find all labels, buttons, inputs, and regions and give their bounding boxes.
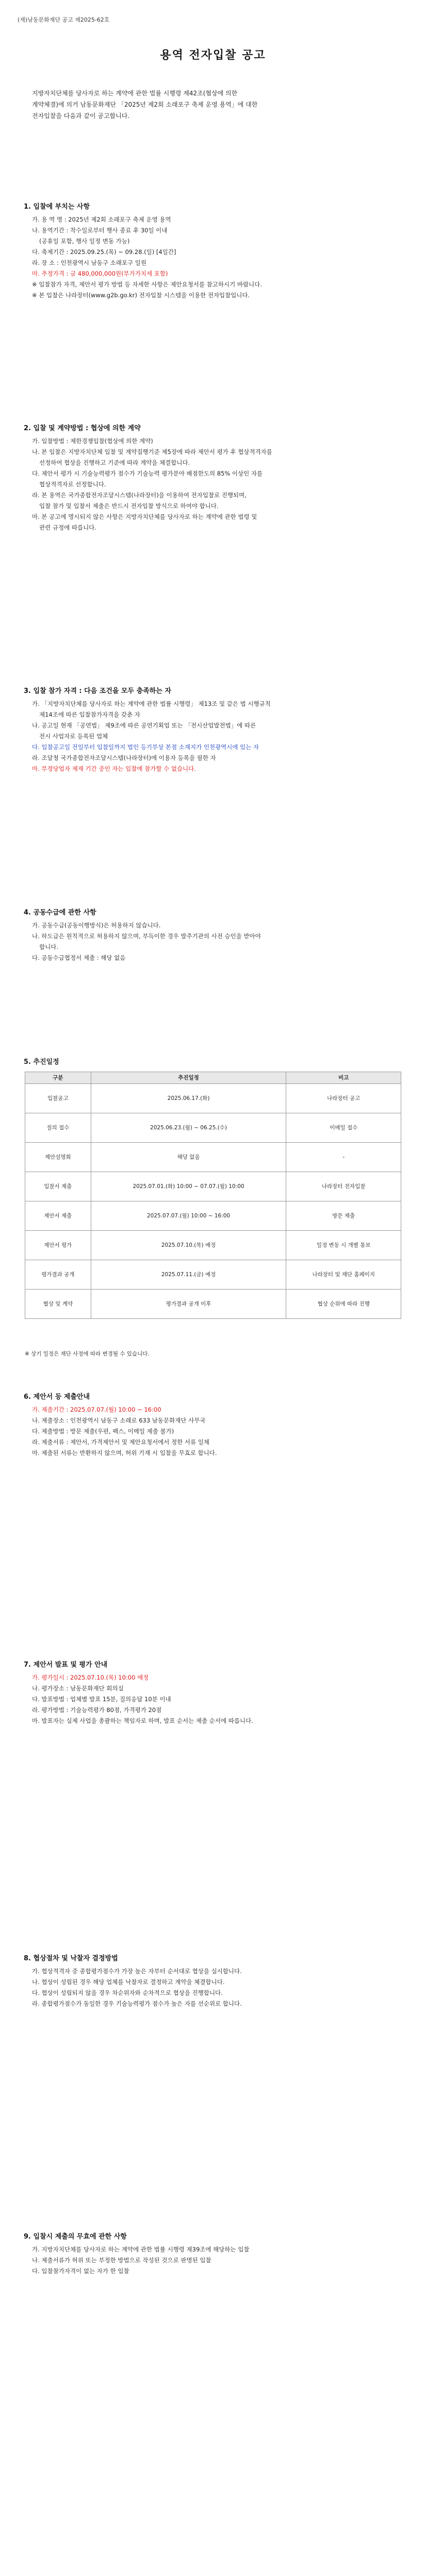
section-line: 가. 지방자치단체를 당사자로 하는 계약에 관한 법률 시행령 제39조에 해당하는 입찰 <box>32 2246 250 2253</box>
section-line: 다. 협상이 성립되지 않을 경우 차순위자와 순차적으로 협상을 진행합니다. <box>32 1989 223 1996</box>
section-line: (공휴일 포함, 행사 일정 변동 가능) <box>39 238 130 245</box>
section-line: ※ 본 입찰은 나라장터(www.g2b.go.kr) 전자입찰 시스템을 이용한 전자입찰입니다. <box>32 292 250 299</box>
table-cell: 입찰공고 <box>25 1084 91 1113</box>
table-cell: 2025.06.17.(화) <box>91 1084 286 1113</box>
notice-section <box>24 1391 405 1459</box>
section-line: 나. 제출장소 : 인천광역시 남동구 소래로 633 남동문화재단 사무국 <box>32 1417 206 1424</box>
table-cell: 평가결과 공개 <box>25 1260 91 1290</box>
section-line: ※ 입찰참가 자격, 제안서 평가 방법 등 자세한 사항은 제안요청서를 참고하시기 바랍니다. <box>32 281 262 288</box>
table-cell: 2025.07.07.(월) 10:00 ~ 16:00 <box>91 1201 286 1231</box>
table-cell: 나라장터 전자입찰 <box>286 1172 401 1201</box>
section-title: 2. 입찰 및 계약방법 : 협상에 의한 계약 <box>24 425 141 432</box>
table-cell: 질의 접수 <box>25 1113 91 1143</box>
section-line: 가. 협상적격자 중 종합평가점수가 가장 높은 자부터 순서대로 협상을 실시합니다. <box>32 1968 242 1975</box>
schedule-header-cell: 비고 <box>286 1072 401 1084</box>
section-line: 합니다. <box>39 943 58 951</box>
section-line: 라. 제출서류 : 제안서, 가격제안서 및 제안요청서에서 정한 서류 일체 <box>32 1438 210 1446</box>
section-line: 마. 발표자는 실제 사업을 총괄하는 책임자로 하며, 발표 순서는 제출 순서에 따릅니다. <box>32 1717 253 1724</box>
schedule-table <box>25 1072 401 1319</box>
section-line: 마. 제출된 서류는 반환하지 않으며, 허위 기재 시 입찰을 무효로 합니다. <box>32 1449 217 1456</box>
section-line: 전시 사업자로 등록된 업체 <box>39 733 108 740</box>
table-cell: 제안서 평가 <box>25 1231 91 1260</box>
section-line: 협상적격자로 선정합니다. <box>39 481 106 488</box>
table-row <box>25 1084 401 1113</box>
section-line: 라. 종합평가점수가 동일한 경우 기술능력평가 점수가 높은 자를 선순위로 합니다. <box>32 2000 242 2007</box>
section-line: 다. 발표방법 : 업체별 발표 15분, 질의응답 10분 이내 <box>32 1696 171 1703</box>
section-line: 나. 하도급은 원칙적으로 허용하지 않으며, 부득이한 경우 발주기관의 사전 승인을 받아야 <box>32 933 261 940</box>
notice-section <box>24 2231 405 2277</box>
section-line: 라. 본 용역은 국가종합전자조달시스템(나라장터)을 이용하여 전자입찰로 진행되며, <box>32 492 247 499</box>
section-line: 마. 추정가격 : 금 480,000,000원(부가가치세 포함) <box>32 270 168 277</box>
intro-line: 지방자치단체를 당사자로 하는 계약에 관한 법률 시행령 제42조(협상에 의한 <box>32 90 238 97</box>
notice-section <box>24 907 405 964</box>
schedule-header-cell: 추진일정 <box>91 1072 286 1084</box>
section-title: 3. 입찰 참가 자격 : 다음 조건을 모두 충족하는 자 <box>24 687 171 695</box>
section-line: 라. 장 소 : 인천광역시 남동구 소래포구 일원 <box>32 259 146 266</box>
schedule-header-cell: 구분 <box>25 1072 91 1084</box>
table-cell: 방문 제출 <box>286 1201 401 1231</box>
document-id: (재)남동문화재단 공고 제2025-62호 <box>18 16 110 23</box>
table-row <box>25 1172 401 1201</box>
table-cell: 제안설명회 <box>25 1143 91 1172</box>
table-row <box>25 1113 401 1143</box>
section-title: 6. 제안서 등 제출안내 <box>24 1393 90 1401</box>
section-title: 8. 협상절차 및 낙찰자 결정방법 <box>24 1955 118 1962</box>
section-line: 가. 「지방자치단체를 당사자로 하는 계약에 관한 법률 시행령」 제13조 및 같은 법 시행규칙 <box>32 700 271 707</box>
table-row <box>25 1201 401 1231</box>
table-cell: 해당 없음 <box>91 1143 286 1172</box>
section-title: 9. 입찰시 제출의 무효에 관한 사항 <box>24 2233 127 2241</box>
table-row <box>25 1260 401 1290</box>
table-cell: 2025.07.11.(금) 예정 <box>91 1260 286 1290</box>
schedule-title: 5. 추진일정 <box>24 1058 59 1066</box>
section-line: 다. 제안서 평가 시 기술능력평가 점수가 기술능력 평가분야 배점한도의 85% 이상인 자를 <box>32 470 263 477</box>
table-cell: 2025.06.23.(월) ~ 06.25.(수) <box>91 1113 286 1143</box>
table-cell: 이메일 접수 <box>286 1113 401 1143</box>
section-line: 다. 축제기간 : 2025.09.25.(목) ~ 09.28.(일) [4일간] <box>32 248 176 256</box>
schedule-body <box>25 1084 401 1319</box>
table-cell: 2025.07.01.(화) 10:00 ~ 07.07.(월) 10:00 <box>91 1172 286 1201</box>
section-line: 제14조에 따른 입찰참가자격을 갖춘 자 <box>39 711 140 718</box>
section-line: 나. 공고일 현재 「공연법」 제9조에 따른 공연기획업 또는 「전시산업발전법」에 따른 <box>32 722 256 729</box>
section-title: 1. 입찰에 부치는 사항 <box>24 203 90 211</box>
section-line: 마. 부정당업자 제재 기간 중인 자는 입찰에 참가할 수 없습니다. <box>32 765 196 772</box>
table-cell: 나라장터 공고 <box>286 1084 401 1113</box>
table-cell: 제안서 제출 <box>25 1201 91 1231</box>
section-line: 입찰 참가 및 입찰서 제출은 반드시 전자입찰 방식으로 하여야 합니다. <box>39 502 219 510</box>
section-line: 관련 규정에 따릅니다. <box>39 524 96 531</box>
table-cell: 평가결과 공개 이후 <box>91 1290 286 1319</box>
section-line: 나. 협상이 성립된 경우 해당 업체를 낙찰자로 결정하고 계약을 체결합니다. <box>32 1978 225 1986</box>
section-line: 나. 제출서류가 허위 또는 부정한 방법으로 작성된 것으로 판명된 입찰 <box>32 2257 211 2264</box>
section-line: 나. 용역기간 : 착수일로부터 행사 종료 후 30일 이내 <box>32 227 168 234</box>
notice-section <box>24 685 405 775</box>
section-line: 다. 공동수급협정서 제출 : 해당 없음 <box>32 954 126 961</box>
table-cell: 협상 및 계약 <box>25 1290 91 1319</box>
intro-paragraph <box>32 88 393 122</box>
notice-section <box>24 422 405 534</box>
intro-line: 전자입찰을 다음과 같이 공고합니다. <box>32 112 130 120</box>
section-title: 7. 제안서 발표 및 평가 안내 <box>24 1661 108 1669</box>
section-line: 나. 본 입찰은 지방자치단체 입찰 및 계약집행기준 제5장에 따라 제안서 평가 후 협상적격자를 <box>32 448 272 455</box>
section-line: 다. 제출방법 : 방문 제출(우편, 팩스, 이메일 제출 불가) <box>32 1428 174 1435</box>
section-line: 라. 조달청 국가종합전자조달시스템(나라장터)에 이용자 등록을 필한 자 <box>32 754 216 761</box>
section-line: 마. 본 공고에 명시되지 않은 사항은 지방자치단체를 당사자로 하는 계약에 관한 법령 및 <box>32 513 257 520</box>
section-line: 가. 평가일시 : 2025.07.10.(목) 10:00 예정 <box>32 1674 149 1681</box>
table-row <box>25 1231 401 1260</box>
section-line: 가. 공동수급(공동이행방식)은 허용하지 않습니다. <box>32 922 161 929</box>
section-line: 다. 입찰공고일 전일부터 입찰일까지 법인 등기부상 본점 소재지가 인천광역시에 있는 자 <box>32 743 259 751</box>
notice-section <box>24 1953 405 2010</box>
section-line: 가. 제출기간 : 2025.07.07.(월) 10:00 ~ 16:00 <box>32 1406 161 1413</box>
notice-section <box>24 201 405 301</box>
section-line: 가. 용 역 명 : 2025년 제2회 소래포구 축제 운영 용역 <box>32 216 171 223</box>
page-title: 용역 전자입찰 공고 <box>160 49 266 62</box>
table-cell: 협상 순위에 따라 진행 <box>286 1290 401 1319</box>
section-title: 4. 공동수급에 관한 사항 <box>24 909 96 917</box>
section-line: 선정하여 협상을 진행하고 기준에 따라 계약을 체결합니다. <box>39 459 190 466</box>
table-row <box>25 1143 401 1172</box>
section-line: 다. 입찰참가자격이 없는 자가 한 입찰 <box>32 2267 129 2275</box>
table-row <box>25 1290 401 1319</box>
section-line: 나. 평가장소 : 남동문화재단 회의실 <box>32 1685 124 1692</box>
schedule-header-row <box>25 1072 401 1084</box>
table-cell: 일정 변동 시 개별 통보 <box>286 1231 401 1260</box>
table-cell: 나라장터 및 재단 홈페이지 <box>286 1260 401 1290</box>
intro-line: 계약체결)에 의거 남동문화재단 「2025년 제2회 소래포구 축제 운영 용역」에 대한 <box>32 101 258 108</box>
table-cell: 입찰서 제출 <box>25 1172 91 1201</box>
section-line: 라. 평가방법 : 기술능력평가 80점, 가격평가 20점 <box>32 1706 162 1714</box>
section-line: 가. 입찰방법 : 제한경쟁입찰(협상에 의한 계약) <box>32 437 153 445</box>
table-cell: - <box>286 1143 401 1172</box>
schedule-note: ※ 상기 일정은 재단 사정에 따라 변경될 수 있습니다. <box>25 1351 150 1357</box>
table-cell: 2025.07.10.(목) 예정 <box>91 1231 286 1260</box>
notice-section <box>24 1659 405 1727</box>
